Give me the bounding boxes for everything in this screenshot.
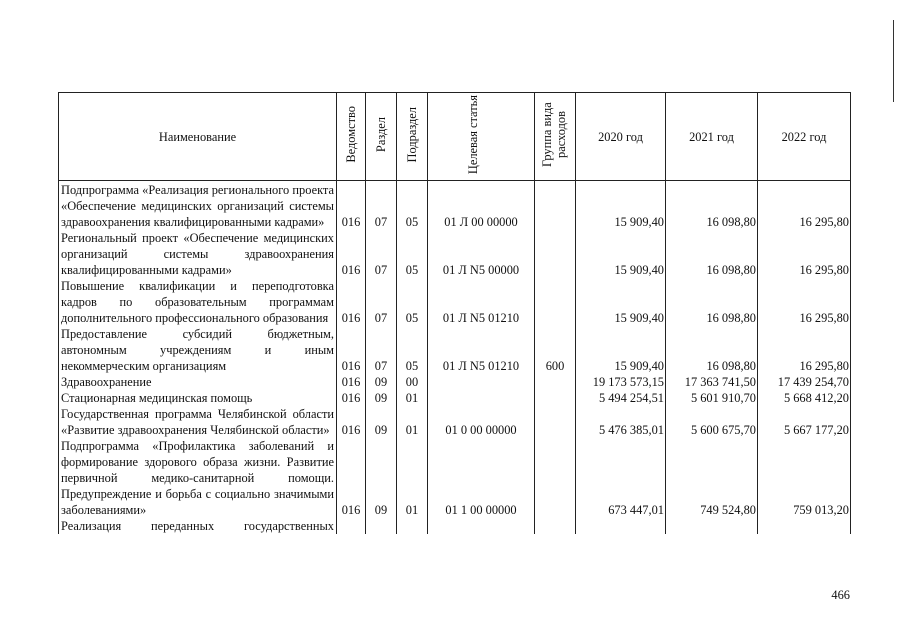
row-podrazdel: 01 bbox=[397, 390, 428, 406]
row-2022: 17 439 254,70 bbox=[758, 374, 851, 390]
row-vedomstvo: 016 bbox=[337, 390, 366, 406]
row-podrazdel: 01 bbox=[397, 406, 428, 438]
row-2022: 759 013,20 bbox=[758, 438, 851, 518]
row-vedomstvo: 016 bbox=[337, 278, 366, 326]
row-podrazdel: 05 bbox=[397, 230, 428, 278]
header-2020: 2020 год bbox=[576, 93, 666, 181]
row-2021: 16 098,80 bbox=[666, 278, 758, 326]
row-vedomstvo bbox=[337, 518, 366, 534]
row-podrazdel: 05 bbox=[397, 181, 428, 231]
header-gruppa-vida-rashodov: Группа вида расходов bbox=[535, 93, 576, 181]
row-podrazdel: 05 bbox=[397, 278, 428, 326]
row-gruppa bbox=[535, 438, 576, 518]
row-2020: 19 173 573,15 bbox=[576, 374, 666, 390]
row-razdel bbox=[366, 518, 397, 534]
row-2021: 16 098,80 bbox=[666, 326, 758, 374]
row-2020: 15 909,40 bbox=[576, 326, 666, 374]
row-name: Государственная программа Челябинской области «Развитие здравоохранения Челябинской области» bbox=[59, 406, 337, 438]
row-razdel: 09 bbox=[366, 438, 397, 518]
row-name: Здравоохранение bbox=[59, 374, 337, 390]
row-celevaya: 01 0 00 00000 bbox=[428, 406, 535, 438]
table-row bbox=[59, 230, 851, 278]
header-vedomstvo: Ведомство bbox=[337, 93, 366, 181]
header-name: Наименование bbox=[59, 93, 337, 181]
row-name: Подпрограмма «Профилактика заболеваний и формирование здорового образа жизни. Развитие первичной медико-санитарной помощи. Предупреждение и борьба с социально значимыми заболеваниями» bbox=[59, 438, 337, 518]
row-name: Региональный проект «Обеспечение медицинских организаций системы здравоохранения квалифицированными кадрами» bbox=[59, 230, 337, 278]
row-razdel: 09 bbox=[366, 390, 397, 406]
row-2022: 5 668 412,20 bbox=[758, 390, 851, 406]
row-podrazdel: 00 bbox=[397, 374, 428, 390]
row-2020: 5 494 254,51 bbox=[576, 390, 666, 406]
row-razdel: 09 bbox=[366, 406, 397, 438]
row-razdel: 09 bbox=[366, 374, 397, 390]
header-podrazdel: Подраздел bbox=[397, 93, 428, 181]
row-gruppa bbox=[535, 230, 576, 278]
row-gruppa: 600 bbox=[535, 326, 576, 374]
row-celevaya: 01 Л N5 01210 bbox=[428, 326, 535, 374]
header-2022: 2022 год bbox=[758, 93, 851, 181]
row-name: Стационарная медицинская помощь bbox=[59, 390, 337, 406]
row-2022: 16 295,80 bbox=[758, 181, 851, 231]
page-number: 466 bbox=[831, 588, 850, 602]
row-celevaya: 01 Л 00 00000 bbox=[428, 181, 535, 231]
row-2022: 16 295,80 bbox=[758, 230, 851, 278]
row-celevaya bbox=[428, 374, 535, 390]
row-2020: 15 909,40 bbox=[576, 181, 666, 231]
row-razdel: 07 bbox=[366, 278, 397, 326]
header-celevaya-statya: Целевая статья bbox=[428, 93, 535, 181]
header-2021: 2021 год bbox=[666, 93, 758, 181]
row-2022 bbox=[758, 518, 851, 534]
row-gruppa bbox=[535, 406, 576, 438]
table-header-row bbox=[59, 93, 851, 181]
row-2021: 5 600 675,70 bbox=[666, 406, 758, 438]
row-vedomstvo: 016 bbox=[337, 406, 366, 438]
table-row bbox=[59, 181, 851, 231]
row-2020: 673 447,01 bbox=[576, 438, 666, 518]
margin-line bbox=[893, 20, 894, 102]
row-2020: 5 476 385,01 bbox=[576, 406, 666, 438]
row-celevaya bbox=[428, 390, 535, 406]
row-name: Повышение квалификации и переподготовка кадров по образовательным программам дополнительного профессионального образования bbox=[59, 278, 337, 326]
row-2021: 749 524,80 bbox=[666, 438, 758, 518]
row-2021 bbox=[666, 518, 758, 534]
row-vedomstvo: 016 bbox=[337, 230, 366, 278]
row-gruppa bbox=[535, 181, 576, 231]
row-podrazdel: 05 bbox=[397, 326, 428, 374]
row-podrazdel bbox=[397, 518, 428, 534]
row-podrazdel: 01 bbox=[397, 438, 428, 518]
table-row bbox=[59, 518, 851, 534]
row-2022: 16 295,80 bbox=[758, 326, 851, 374]
table-row bbox=[59, 326, 851, 374]
row-vedomstvo: 016 bbox=[337, 438, 366, 518]
row-celevaya: 01 Л N5 01210 bbox=[428, 278, 535, 326]
row-razdel: 07 bbox=[366, 326, 397, 374]
row-gruppa bbox=[535, 374, 576, 390]
row-2020 bbox=[576, 518, 666, 534]
table-row bbox=[59, 438, 851, 518]
budget-table bbox=[58, 92, 851, 534]
row-celevaya: 01 Л N5 00000 bbox=[428, 230, 535, 278]
row-celevaya: 01 1 00 00000 bbox=[428, 438, 535, 518]
row-2022: 5 667 177,20 bbox=[758, 406, 851, 438]
table-row bbox=[59, 278, 851, 326]
row-2020: 15 909,40 bbox=[576, 230, 666, 278]
row-2021: 16 098,80 bbox=[666, 181, 758, 231]
table-row bbox=[59, 406, 851, 438]
row-2021: 5 601 910,70 bbox=[666, 390, 758, 406]
row-2021: 17 363 741,50 bbox=[666, 374, 758, 390]
row-2021: 16 098,80 bbox=[666, 230, 758, 278]
row-vedomstvo: 016 bbox=[337, 374, 366, 390]
row-gruppa bbox=[535, 390, 576, 406]
row-razdel: 07 bbox=[366, 181, 397, 231]
row-name: Реализация переданных государственных bbox=[59, 518, 337, 534]
header-razdel: Раздел bbox=[366, 93, 397, 181]
row-vedomstvo: 016 bbox=[337, 181, 366, 231]
row-name: Подпрограмма «Реализация регионального проекта «Обеспечение медицинских организаций системы здравоохранения квалифицированными кадрами» bbox=[59, 181, 337, 231]
row-name: Предоставление субсидий бюджетным, автономным учреждениям и иным некоммерческим организациям bbox=[59, 326, 337, 374]
row-razdel: 07 bbox=[366, 230, 397, 278]
row-celevaya bbox=[428, 518, 535, 534]
table-row bbox=[59, 374, 851, 390]
row-vedomstvo: 016 bbox=[337, 326, 366, 374]
row-gruppa bbox=[535, 278, 576, 326]
table-row bbox=[59, 390, 851, 406]
row-2022: 16 295,80 bbox=[758, 278, 851, 326]
row-gruppa bbox=[535, 518, 576, 534]
row-2020: 15 909,40 bbox=[576, 278, 666, 326]
